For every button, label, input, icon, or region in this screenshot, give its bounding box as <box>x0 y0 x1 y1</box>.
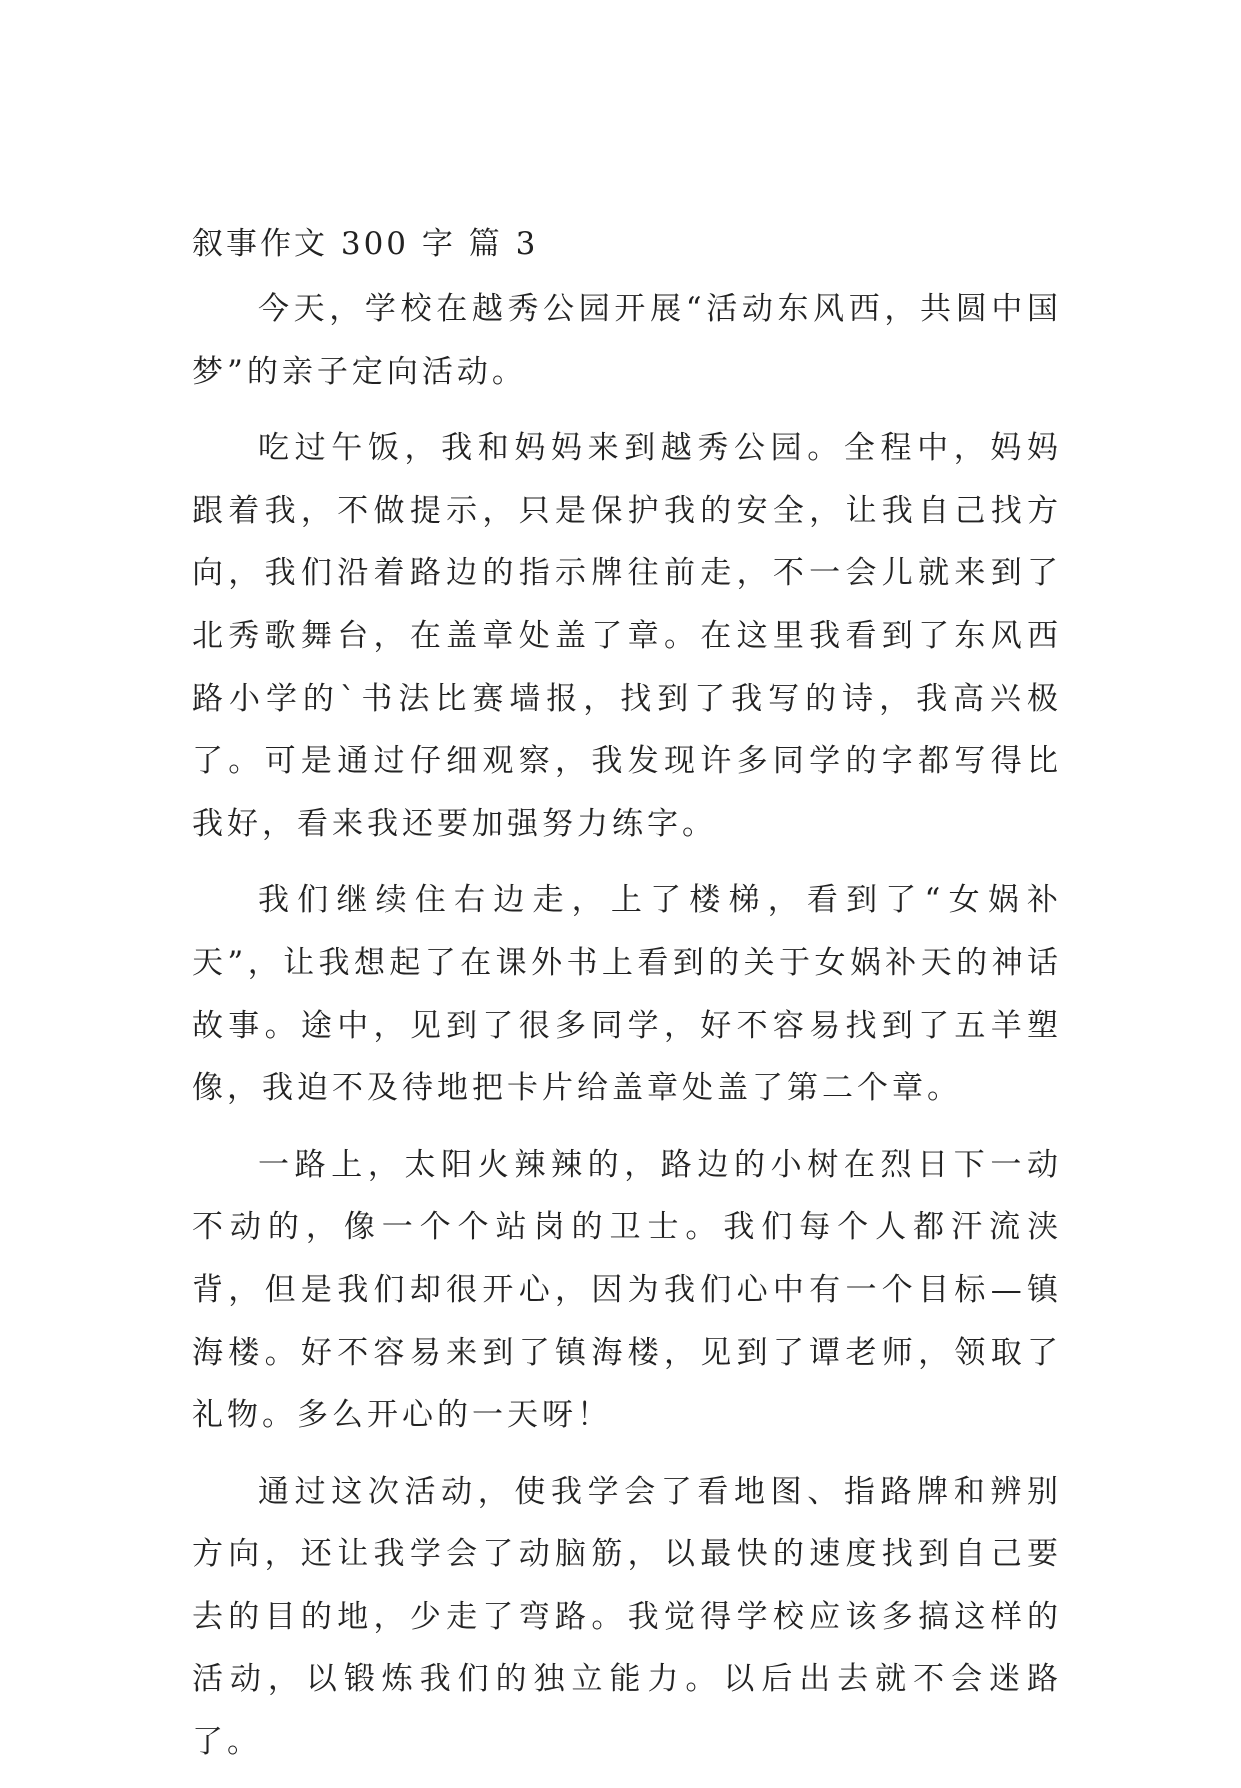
document-body <box>192 222 1062 1788</box>
paragraph-3: 我们继续住右边走，上了楼梯，看到了“女娲补天”，让我想起了在课外书上看到的关于女娲补天的神话故事。途中，见到了很多同学，好不容易找到了五羊塑像，我迫不及待地把卡片给盖章处盖了第二个章。 <box>192 882 1062 1107</box>
paragraph-4: 一路上，太阳火辣辣的，路边的小树在烈日下一动不动的，像一个个站岗的卫士。我们每个人都汗流浃背，但是我们却很开心，因为我们心中有一个目标—镇海楼。好不容易来到了镇海楼，见到了谭老师，领取了礼物。多么开心的一天呀！ <box>192 1146 1062 1434</box>
document-title: 叙事作文 300 字 篇 3 <box>192 226 539 262</box>
paragraph-1: 今天，学校在越秀公园开展“活动东风西，共圆中国梦”的亲子定向活动。 <box>192 291 1062 390</box>
paragraph-5: 通过这次活动，使我学会了看地图、指路牌和辨别方向，还让我学会了动脑筋，以最快的速度找到自己要去的目的地，少走了弯路。我觉得学校应该多搞这样的活动，以锻炼我们的独立能力。以后出去就不会迷路了。 <box>192 1473 1062 1761</box>
paragraph-2: 吃过午饭，我和妈妈来到越秀公园。全程中，妈妈跟着我，不做提示，只是保护我的安全，让我自己找方向，我们沿着路边的指示牌往前走，不一会儿就来到了北秀歌舞台，在盖章处盖了章。在这里我看到了东风西路小学的`书法比赛墙报，找到了我写的诗，我高兴极了。可是通过仔细观察，我发现许多同学的字都写得比我好，看来我还要加强努力练字。 <box>192 430 1062 842</box>
